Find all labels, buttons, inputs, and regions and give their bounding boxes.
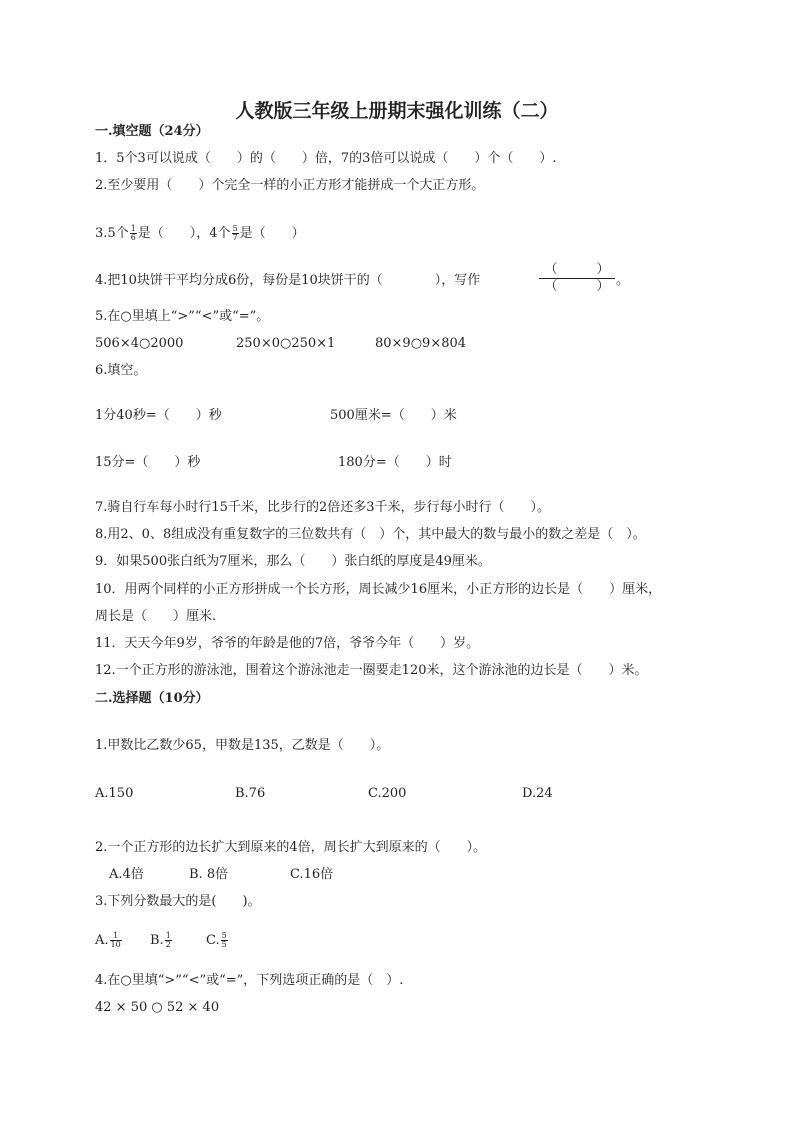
- question-2-2: 2.一个正方形的边长扩大到原来的4倍，周长扩大到原来的（ ）。: [95, 840, 487, 855]
- question-1-10-cont: 周长是（ ）厘米.: [95, 609, 217, 624]
- fraction-numerator: 1: [130, 224, 136, 233]
- option-a: A.4倍: [109, 867, 144, 882]
- option-a: A.150: [95, 786, 134, 801]
- option-a: [95, 932, 123, 949]
- question-1-4: 4.把10块饼干平均分成6份，每份是10块饼干的（ ），写作: [95, 273, 481, 288]
- compare-item-1: 506×4○2000: [95, 336, 184, 351]
- fraction-denominator: 5: [221, 940, 227, 949]
- question-2-4-expression: 42 × 50 ○ 52 × 40: [95, 1000, 220, 1015]
- option-c: [206, 932, 229, 949]
- question-2-3: 3.下列分数最大的是( )。: [95, 894, 261, 909]
- question-1-7: 7.骑自行车每小时行15千米，比步行的2倍还多3千米，步行每小时行（ ）。: [95, 500, 550, 515]
- fraction-1-6: [130, 225, 137, 242]
- fraction-numerator-blank: （ ）: [539, 263, 615, 279]
- fraction-option-b: [165, 932, 172, 949]
- option-label: B.: [150, 933, 164, 948]
- section-2-heading: 二.选择题（10分）: [95, 691, 209, 706]
- option-label: C.: [206, 933, 220, 948]
- question-2-1: 1.甲数比乙数少65，甲数是135，乙数是（ ）。: [95, 738, 390, 753]
- fraction-numerator: 5: [221, 931, 227, 940]
- page-title: 人教版三年级上册期末强化训练（二）: [235, 100, 559, 122]
- fill-item-1: 1分40秒=（ ）秒: [95, 408, 222, 423]
- question-1-4-end: 。: [616, 273, 630, 288]
- fraction-denominator: 2: [165, 940, 171, 949]
- fraction-denominator-blank: （ ）: [544, 279, 610, 294]
- option-b: B.76: [235, 786, 266, 801]
- fraction-option-a: [110, 932, 122, 949]
- question-1-8: 8.用2、0、8组成没有重复数字的三位数共有（ ）个，其中最大的数与最小的数之差是（ ）。: [95, 527, 646, 542]
- fraction-denominator: 7: [232, 233, 238, 242]
- option-c: C.16倍: [290, 867, 334, 882]
- option-d: D.24: [522, 786, 553, 801]
- question-2-4: 4.在○里填“>”“<”或“=”，下列选项正确的是（ ）.: [95, 973, 404, 988]
- fill-item-3: 15分=（ ）秒: [95, 455, 201, 470]
- question-1-10: 10．用两个同样的小正方形拼成一个长方形，周长减少16厘米，小正方形的边长是（ ）厘米，: [95, 582, 662, 597]
- section-1-heading: 一.填空题（24分）: [95, 124, 209, 139]
- option-label: A.: [95, 933, 109, 948]
- fraction-numerator: 5: [232, 224, 238, 233]
- q3-text-b: 是（ ），4个: [137, 226, 231, 241]
- fraction-blank: [539, 263, 615, 294]
- option-c: C.200: [368, 786, 407, 801]
- fill-item-2: 500厘米=（ ）米: [330, 408, 457, 423]
- fill-item-4: 180分=（ ）时: [338, 455, 452, 470]
- question-1-9: 9．如果500张白纸为7厘米，那么（ ）张白纸的厚度是49厘米。: [95, 554, 491, 569]
- q3-text-c: 是（ ）: [239, 226, 305, 241]
- question-1-1: 1．5个3可以说成（ ）的（ ）倍，7的3倍可以说成（ ）个（ ）.: [95, 151, 557, 166]
- question-1-3: [95, 225, 305, 242]
- question-1-11: 11．天天今年9岁，爷爷的年龄是他的7倍，爷爷今年（ ）岁。: [95, 636, 480, 651]
- question-1-2: 2.至少要用（ ）个完全一样的小正方形才能拼成一个大正方形。: [95, 178, 485, 193]
- option-b: B. 8倍: [189, 867, 229, 882]
- fraction-numerator: 1: [110, 932, 122, 941]
- fraction-denominator: 6: [130, 233, 136, 242]
- fraction-5-7: [232, 225, 239, 242]
- compare-item-3: 80×9○9×804: [375, 336, 467, 351]
- compare-item-2: 250×0○250×1: [236, 336, 336, 351]
- option-b: [150, 932, 173, 949]
- q3-text-a: 3.5个: [95, 226, 129, 241]
- question-1-12: 12.一个正方形的游泳池，围着这个游泳池走一圈要走120米，这个游泳池的边长是（ ）米。: [95, 663, 648, 678]
- question-1-5: 5.在○里填上“>”“<”或“=”。: [95, 309, 270, 324]
- fraction-denominator: 10: [110, 940, 121, 949]
- fraction-numerator: 1: [165, 931, 171, 940]
- fraction-option-c: [221, 932, 228, 949]
- question-1-6: 6.填空。: [95, 363, 147, 378]
